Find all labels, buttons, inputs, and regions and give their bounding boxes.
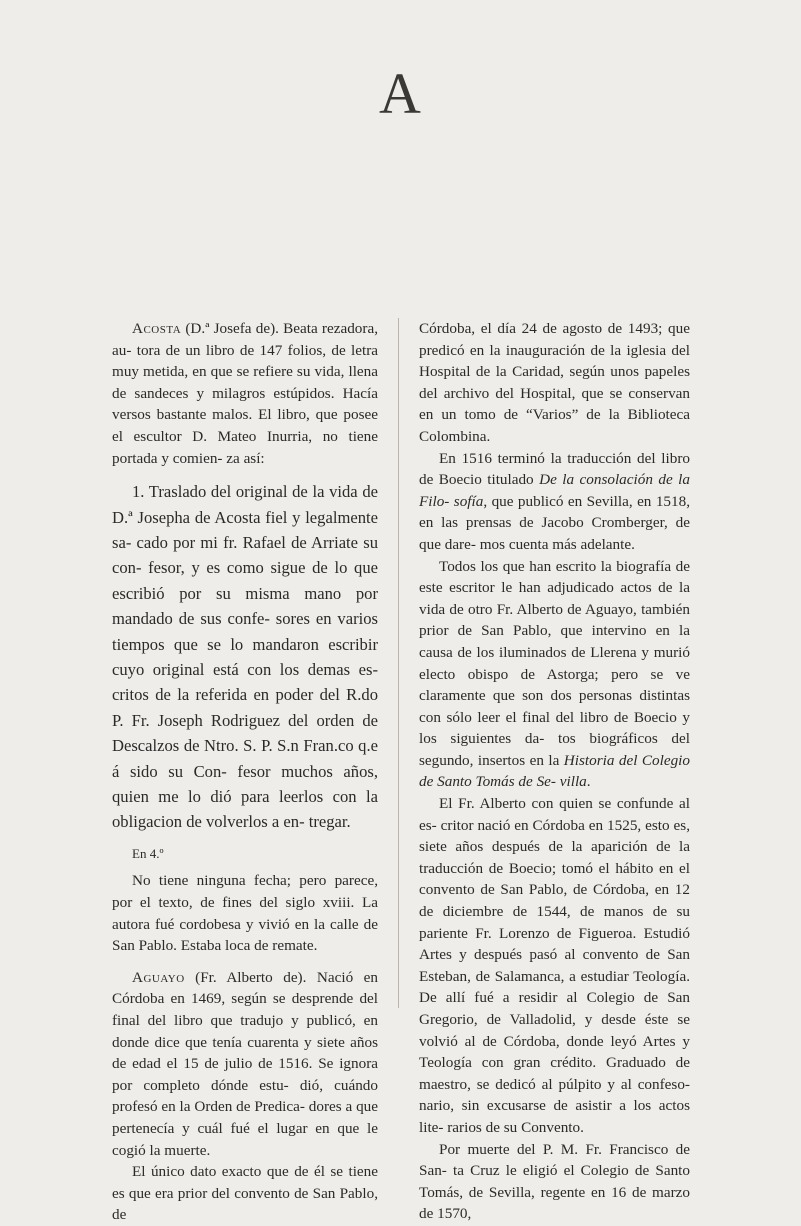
- entry-headword: Aguayo: [132, 968, 185, 986]
- book-title: De la consolación de la Filo- sofía: [419, 471, 690, 510]
- entry-acosta: [112, 318, 378, 469]
- entry-text: (D.ª Josefa de). Beata rezadora, au- tora de un libro de 147 folios, de letra muy metida, en que se refiere su vida, llena de sandeces y milagros estúpidos. Hacía versos bastante malos. El libro, que posee el escultor D. Mateo Inurria, no tiene portada y comien- za así:: [112, 320, 378, 467]
- entry-aguayo: [112, 967, 378, 1161]
- paragraph: Todos los que han escrito la biografía de este escritor le han adjudicado actos de la vida de otro Fr. Alberto de Aguayo, también prior de San Pablo, que intervino en la causa de los iluminados de Llerena y murió electo obispo de Astorga; pero se ve claramente que son dos personas distintas con sólo leer el final del libro de Boecio y los siguientes da- tos biográficos del segundo, insertos en la Historia del Colegio de Santo Tomás de Se- villa.: [419, 557, 690, 791]
- quoted-manuscript-text: 1. Traslado del original de la vida de D.ª Josepha de Acosta fiel y legalmente sa- cado por mi fr. Rafael de Arriate su con- fesor, y es como sigue de lo que escribió por su misma mano por mandado de sus confe- sores en varios tiempos que se lo mandaron escribir cuyo original está con los demas es- critos de la referida en poder del R.do P. Fr. Joseph Rodriguez del orden de Descalzos de Ntro. S. P. S.n Fran.co q.e á sido su Con- fesor muchos años, quien me lo dió para leerlos con la obligacion de volverlos a en- tregar.: [112, 482, 378, 832]
- section-letter-heading: A: [379, 61, 422, 126]
- entry-headword: Acosta: [132, 320, 182, 337]
- paragraph: Córdoba, el día 24 de agosto de 1493; que predicó en la inauguración de la iglesia del Hospital de la Caridad, según unos papeles del archivo del Hospital, que se conservan en un tomo de “Varios” de la Biblioteca Colombina.: [419, 320, 690, 445]
- book-title: Historia del Colegio de Santo Tomás de Se- villa: [419, 751, 690, 791]
- paragraph: Por muerte del P. M. Fr. Francisco de San- ta Cruz le eligió el Colegio de Santo Tomás, de Sevilla, regente en 16 de marzo de 1570,: [419, 1140, 690, 1223]
- paragraph: En 1516 terminó la traducción del libro de Boecio titulado De la consolación de la Filo- sofía, que publicó en Sevilla, en 1518, en las prensas de Jacobo Cromberger, de que dare- mos cuenta más adelante.: [419, 449, 691, 553]
- entry-text: (Fr. Alberto de). Nació en Córdoba en 1469, según se desprende del final del libro que tradujo y publicó, en donde dice que tenía cuarenta y siete años de edad el 15 de julio de 1516. Se ignora por completo dónde estu- dió, cuándo profesó en la Orden de Predica- dores a que pertenecía y cuál fué el lugar en que le cogió la muerte.: [112, 968, 378, 1159]
- left-column: [112, 318, 378, 1226]
- entry-acosta-closing: No tiene ninguna fecha; pero parece, por el texto, de fines del siglo xviii. La autora fué cordobesa y vivió en la calle de San Pablo. Estaba loca de remate.: [112, 872, 378, 955]
- column-divider: [398, 318, 399, 1008]
- format-note: En 4.º: [132, 845, 164, 861]
- entry-aguayo-paragraph: El único dato exacto que de él se tiene es que era prior del convento de San Pablo, de: [112, 1163, 378, 1224]
- paragraph: El Fr. Alberto con quien se confunde al es- critor nació en Córdoba en 1525, esto es, siete años después de la aparición de la traducción de Boecio; tomó el hábito en el convento de San Pablo, de Córdoba, en 12 de diciembre de 1544, de manos de su pariente Fr. Lorenzo de Figueroa. Estudió Artes y después pasó al convento de San Esteban, de Salamanca, a estudiar Teología. De allí fué a residir al Colegio de San Gregorio, de Valladolid, y desde éste se volvió al de Córdoba, donde leyó Artes y Teología con gran crédito. Graduado de maestro, se dedicó al púlpito y al confeso- nario, sin excusarse de asistir a los actos lite- rarios de su Convento.: [419, 795, 690, 1136]
- right-column: [419, 318, 690, 1225]
